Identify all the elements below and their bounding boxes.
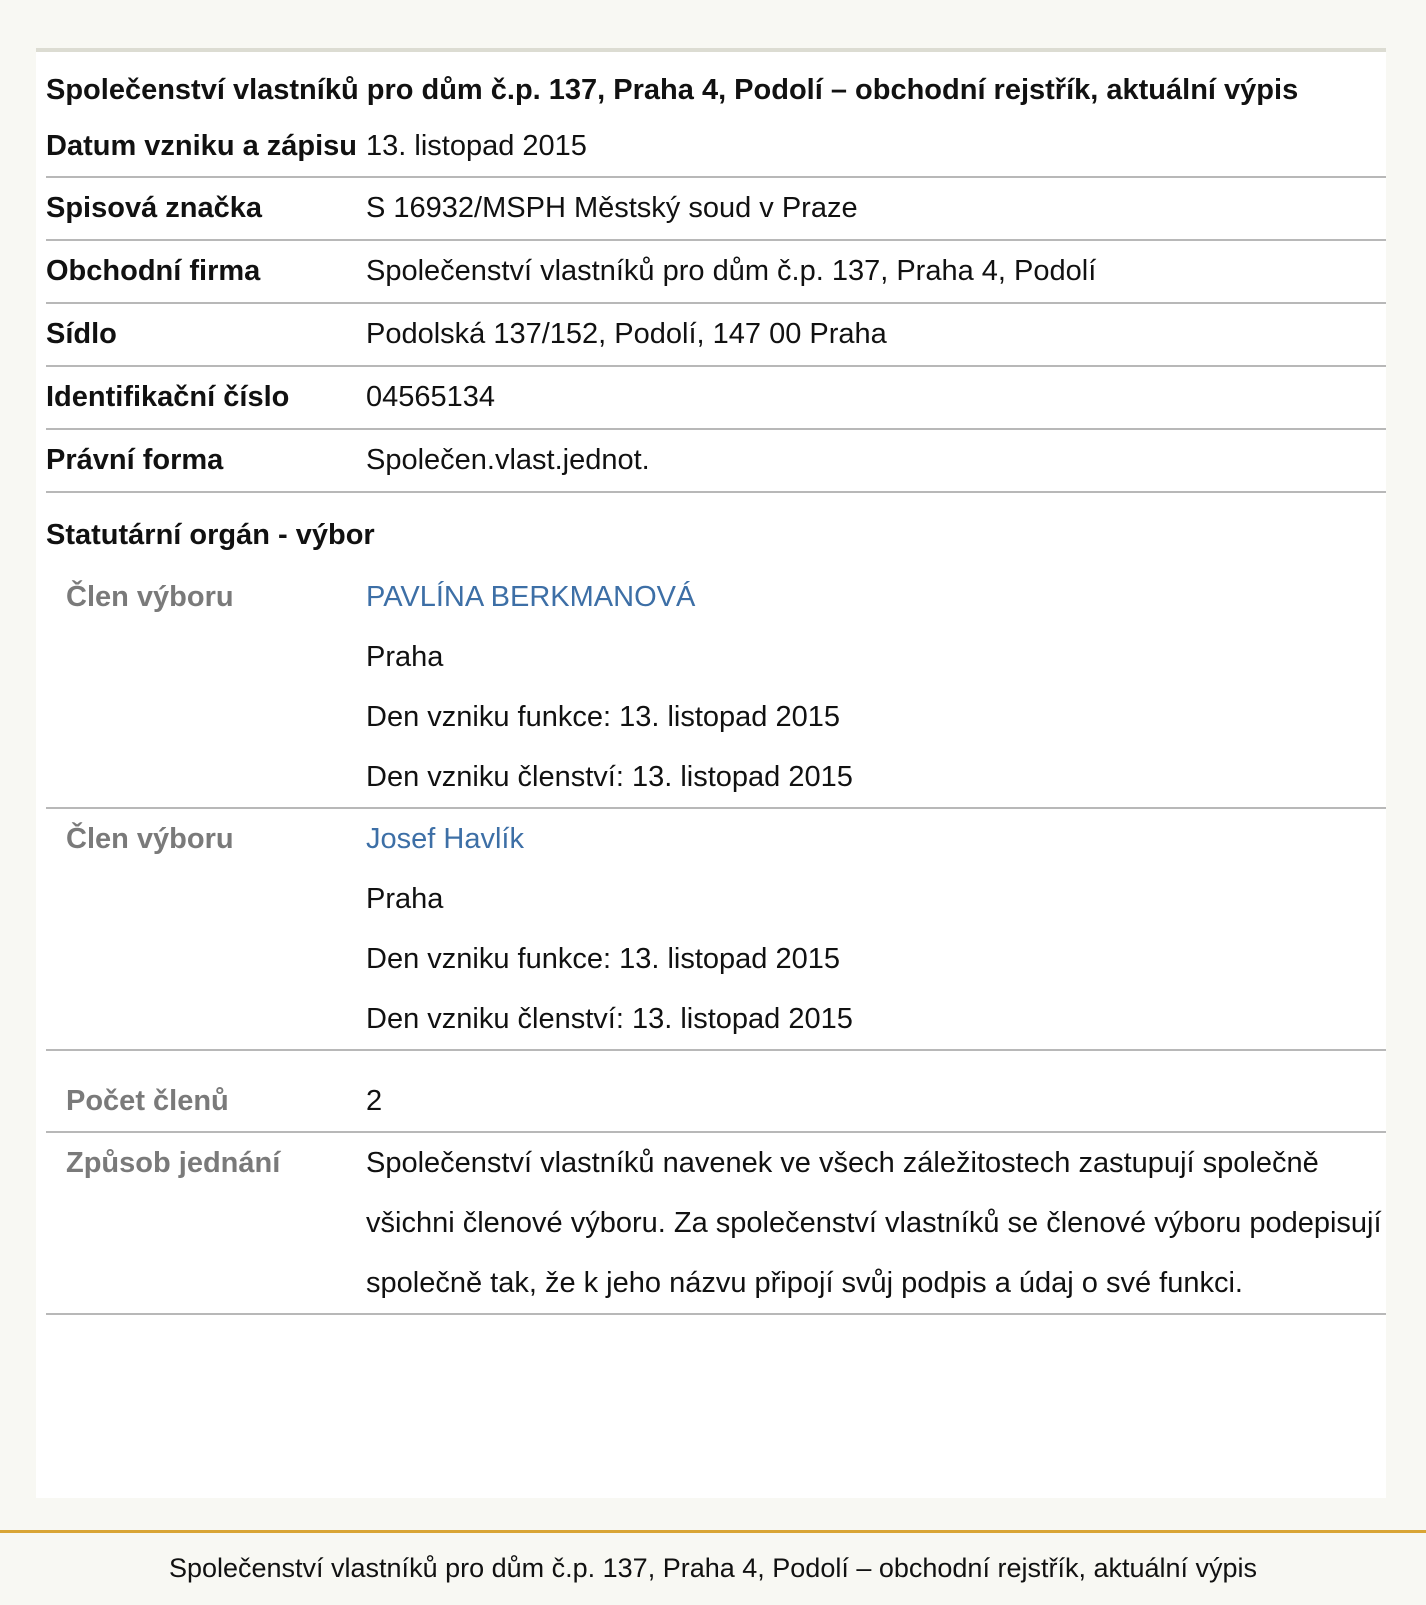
page-title: Společenství vlastníků pro dům č.p. 137, Praha 4, Podolí – obchodní rejstřík, aktuální výpis <box>46 74 1299 106</box>
label-id-number: Identifikační číslo <box>46 366 366 429</box>
info-row-seat <box>46 303 1386 366</box>
member-membership-start: Den vzniku členství: 13. listopad 2015 <box>366 1003 853 1035</box>
member-city: Praha <box>366 883 444 915</box>
label-legal-form: Právní forma <box>46 429 366 492</box>
label-business-name: Obchodní firma <box>46 240 366 303</box>
member-row <box>46 808 1386 1050</box>
info-row-id-number <box>46 366 1386 429</box>
member-details <box>366 567 1386 808</box>
member-role-label: Člen výboru <box>46 567 366 808</box>
member-count-row <box>46 1050 1386 1132</box>
value-seat: Podolská 137/152, Podolí, 147 00 Praha <box>366 303 1386 366</box>
member-role-label: Člen výboru <box>46 808 366 1050</box>
value-legal-form: Společen.vlast.jednot. <box>366 429 1386 492</box>
label-seat: Sídlo <box>46 303 366 366</box>
acting-row <box>46 1132 1386 1314</box>
label-founded: Datum vzniku a zápisu <box>46 116 366 177</box>
info-row-file-number <box>46 177 1386 240</box>
label-file-number: Spisová značka <box>46 177 366 240</box>
statutory-heading: Statutární orgán - výbor <box>46 519 375 551</box>
register-card <box>36 48 1386 1498</box>
page-footer: Společenství vlastníků pro dům č.p. 137, Praha 4, Podolí – obchodní rejstřík, aktuální výpis <box>0 1530 1426 1605</box>
member-name-link[interactable]: Josef Havlík <box>366 823 524 855</box>
member-count-label: Počet členů <box>46 1050 366 1132</box>
basic-info-table <box>46 116 1386 493</box>
member-function-start: Den vzniku funkce: 13. listopad 2015 <box>366 701 840 733</box>
member-name-link[interactable]: PAVLÍNA BERKMANOVÁ <box>366 581 696 613</box>
member-row <box>46 567 1386 808</box>
info-row-business-name <box>46 240 1386 303</box>
acting-label: Způsob jednání <box>46 1132 366 1314</box>
info-row-legal-form <box>46 429 1386 492</box>
value-business-name: Společenství vlastníků pro dům č.p. 137, Praha 4, Podolí <box>366 240 1386 303</box>
member-function-start: Den vzniku funkce: 13. listopad 2015 <box>366 943 840 975</box>
value-id-number: 04565134 <box>366 366 1386 429</box>
value-founded: 13. listopad 2015 <box>366 116 1386 177</box>
member-membership-start: Den vzniku členství: 13. listopad 2015 <box>366 761 853 793</box>
info-row-founded <box>46 116 1386 177</box>
statutory-table <box>46 567 1386 1315</box>
member-city: Praha <box>366 641 444 673</box>
acting-value: Společenství vlastníků navenek ve všech záležitostech zastupují společně všichni členové výboru. Za společenství vlastníků se členové výboru podepisují společně tak, že k jeho názvu připojí svůj podpis a údaj o své funkci. <box>366 1132 1386 1314</box>
member-details <box>366 808 1386 1050</box>
member-count-value: 2 <box>366 1050 1386 1132</box>
value-file-number: S 16932/MSPH Městský soud v Praze <box>366 177 1386 240</box>
